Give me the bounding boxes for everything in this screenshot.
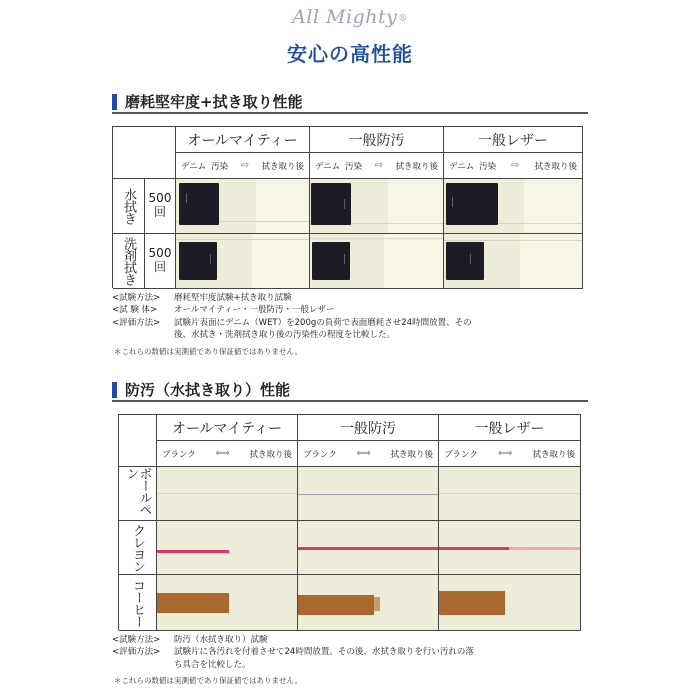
stain-photo-allmighty-coffee <box>157 575 298 631</box>
subheader <box>157 441 298 467</box>
stain-photo-general-antifouling-crayon <box>298 521 439 575</box>
note-line: <試験方法> 防汚（水拭き取り）試験 <box>112 635 268 645</box>
subheader-right: 拭き取り後 <box>532 449 575 460</box>
column-header-allmighty: オールマイティー <box>157 415 298 441</box>
subheader-left: ブランク <box>162 449 196 460</box>
note-line: <評価方法> 試験片表面にデニム（WET）を200gの負荷で表面磨耗させ24時間放置、その <box>112 317 472 328</box>
sample-photo-allmighty-water <box>176 179 310 234</box>
double-arrow-icon: ⟺ <box>497 448 513 459</box>
subheader-left: デニム <box>181 161 207 172</box>
row-count: 500 回 <box>145 179 176 234</box>
subheader-left: ブランク <box>303 449 337 460</box>
subheader-left: デニム <box>315 161 341 172</box>
subheader-right: 拭き取り後 <box>534 161 577 172</box>
section-heading-abrasion <box>112 88 588 114</box>
row-label-ballpoint: ボールペン <box>119 467 157 521</box>
column-header-general-antifouling: 一般防汚 <box>298 415 439 441</box>
test-notes-abrasion <box>112 292 592 341</box>
subheader-middle: 汚染 <box>345 161 363 172</box>
subheader-middle: 汚染 <box>211 161 229 172</box>
brand-logo: All Mighty® <box>292 6 408 28</box>
row-label-crayon: クレヨン <box>119 521 157 575</box>
subheader <box>444 153 583 179</box>
stain-photo-general-antifouling-coffee <box>298 575 439 631</box>
note-line: ち具合を比較した。 <box>174 659 251 670</box>
note-line: <試 験 体> オールマイティー・一般防汚・一般レザー <box>112 305 335 316</box>
row-label-water-wipe: 水拭き <box>113 179 145 234</box>
section-heading-antifouling <box>112 376 588 402</box>
test-notes-antifouling <box>112 634 592 671</box>
section-marker <box>112 94 117 110</box>
subheader-right: 拭き取り後 <box>390 449 433 460</box>
subheader <box>310 153 444 179</box>
column-header-general-leather: 一般レザー <box>439 415 581 441</box>
sample-photo-general-antifouling-water <box>310 179 444 234</box>
note-line: <試験方法> 磨耗堅牢度試験+拭き取り試験 <box>112 293 292 303</box>
sample-photo-general-leather-water <box>444 179 583 234</box>
registered-mark: ® <box>398 14 408 24</box>
table-corner <box>119 415 157 467</box>
section-marker <box>112 382 117 398</box>
subheader-right: 拭き取り後 <box>261 161 304 172</box>
column-header-general-leather: 一般レザー <box>444 127 583 153</box>
stain-photo-general-antifouling-ballpoint <box>298 467 439 521</box>
subheader <box>298 441 439 467</box>
subheader <box>439 441 581 467</box>
subheader <box>176 153 310 179</box>
note-line: 後、水拭き・洗剤拭き取り後の汚染性の程度を比較した。 <box>174 329 396 340</box>
note-line: <評価方法> 試験片に各汚れを付着させて24時間放置。その後、水拭き取りを行い汚れの落 <box>112 647 474 658</box>
subheader-right: 拭き取り後 <box>249 449 292 460</box>
footnote: ＊これらの数値は実測値であり保証値ではありません。 <box>114 347 302 356</box>
page-title: 安心の高性能 <box>287 42 413 66</box>
abrasion-table <box>112 126 583 288</box>
section-title: 磨耗堅牢度+拭き取り性能 <box>125 93 303 111</box>
stain-photo-general-leather-coffee <box>439 575 581 631</box>
stain-photo-general-leather-crayon <box>439 521 581 575</box>
column-header-general-antifouling: 一般防汚 <box>310 127 444 153</box>
section-title: 防汚（水拭き取り）性能 <box>125 381 291 399</box>
footnote: ＊これらの数値は実測値であり保証値ではありません。 <box>114 676 302 685</box>
arrow-right-icon: ⇨ <box>511 160 520 171</box>
column-header-allmighty: オールマイティー <box>176 127 310 153</box>
stain-photo-general-leather-ballpoint <box>439 467 581 521</box>
antifouling-table <box>118 414 581 630</box>
subheader-middle: 汚染 <box>479 161 497 172</box>
sample-photo-general-leather-detergent <box>444 234 583 289</box>
row-count: 500 回 <box>145 234 176 289</box>
double-arrow-icon: ⟺ <box>215 448 230 459</box>
row-label-coffee: コーヒー <box>119 575 157 631</box>
sample-photo-allmighty-detergent <box>176 234 310 289</box>
subheader-right: 拭き取り後 <box>395 161 438 172</box>
double-arrow-icon: ⟺ <box>356 448 371 459</box>
sample-photo-general-antifouling-detergent <box>310 234 444 289</box>
table-corner <box>113 127 176 179</box>
stain-photo-allmighty-crayon <box>157 521 298 575</box>
stain-photo-allmighty-ballpoint <box>157 467 298 521</box>
arrow-right-icon: ⇨ <box>374 160 384 171</box>
arrow-right-icon: ⇨ <box>240 160 250 171</box>
row-label-detergent-wipe: 洗剤拭き <box>113 234 145 289</box>
subheader-left: デニム <box>449 161 475 172</box>
subheader-left: ブランク <box>444 449 478 460</box>
